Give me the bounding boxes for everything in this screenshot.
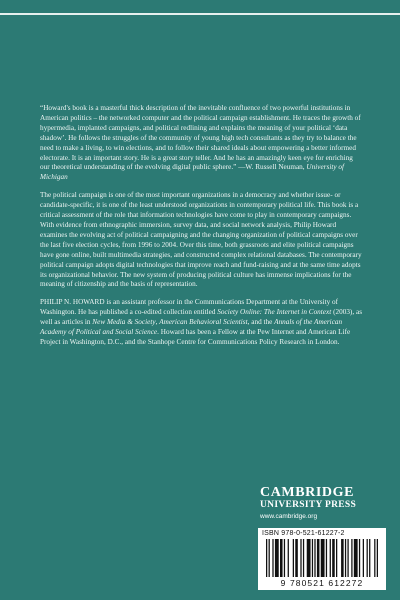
bio-text-5: . Howard has been a Fellow at the Pew Internet and American Life Project in Washington, D.C., and the Stanhope Centre for Communications Policy Research in London.	[40, 328, 351, 346]
barcode-bar	[272, 539, 273, 577]
barcode-bar	[312, 539, 313, 577]
author-bio	[40, 298, 362, 348]
barcode-bar	[269, 539, 270, 577]
isbn-label: ISBN 978-0-521-61227-2	[262, 530, 345, 537]
barcode-bar	[330, 539, 331, 577]
barcode-bar	[293, 539, 294, 577]
barcode-bar	[377, 539, 378, 577]
back-cover-text	[40, 104, 362, 356]
endorsement-quote	[40, 104, 362, 183]
barcode-bar	[367, 539, 368, 577]
barcode-bar	[303, 539, 304, 577]
barcode-bar	[363, 539, 364, 577]
quote-text: “Howard's book is a masterful thick description of the inevitable confluence of two powerful institutions in American politics – the networked computer and the political campaign establishment. He traces the growth of hypermedia, implanted campaigns, and political redlining and explains the meaning of your political ‘data shadow’. He follows the struggles of the community of young high tech consultants as they try to balance the need to make a living, to win elections, and to follow their shared ideals about empowering a better informed electorate. It is an important story. He is a great story teller. And he has an amazingly keen eye for enriching our theoretical understanding of the evolving digital public sphere.”	[40, 104, 361, 172]
barcode-bar	[374, 539, 375, 577]
barcode-bar	[332, 539, 335, 577]
barcode-bar	[284, 539, 285, 577]
bio-journal-1: New Media & Society	[92, 318, 156, 327]
barcode-bar	[359, 539, 360, 577]
barcode-bar	[347, 539, 348, 577]
barcode-bar	[326, 539, 327, 577]
barcode-bar	[295, 539, 298, 577]
publisher-subname: UNIVERSITY PRESS	[260, 500, 357, 510]
quote-affiliation: University of Michigan	[40, 163, 345, 182]
barcode-digits: 9 780521 612272	[280, 578, 364, 588]
barcode-bar	[307, 539, 311, 577]
bio-text-2: (2003), as well as articles in	[40, 308, 363, 327]
top-rule	[0, 13, 400, 15]
isbn-barcode	[258, 528, 386, 590]
bio-journal-2: American Behavioral Scientist	[159, 318, 248, 327]
barcode-bar	[345, 539, 346, 577]
barcode-bar	[300, 539, 301, 577]
barcode-bar	[317, 539, 320, 577]
barcode-bar	[341, 539, 344, 577]
bio-journal-3: Annals of the American Academy of Political and Social Science	[40, 318, 343, 337]
quote-attribution: —W. Russell Neuman,	[236, 163, 307, 172]
barcode-bar	[266, 539, 267, 577]
publisher-url: www.cambridge.org	[260, 513, 318, 520]
barcode-bar	[275, 539, 279, 577]
barcode-icon	[266, 539, 378, 577]
book-description: The political campaign is one of the most important organizations in a democracy and whether issue- or candidate-specific, it is one of the least understood organizations in contemporary political life. This book is a critical assessment of the role that information technologies have come to play in contemporary campaigns. With evidence from ethnographic immersion, survey data, and social network analysis, Philip Howard examines the evolving act of political campaigning and the changing organization of political campaigns over the last five election cycles, from 1996 to 2004. Over this time, both grassroots and elite political campaigns have gone online, built multimedia strategies, and constructed complex relational databases. The contemporary political campaign adopts digital technologies that improve reach and fund-raising and at the same time adopts its organizational behavior. The new system of producing political culture has immense implications for the meaning of citizenship and the basis of representation.	[40, 191, 362, 289]
bio-book-title: Society Online: The Internet in Context	[217, 308, 332, 317]
barcode-bar	[280, 539, 283, 577]
barcode-bar	[354, 539, 358, 577]
publisher-logo	[260, 485, 390, 520]
bio-text-4: , and the	[247, 318, 275, 327]
barcode-bar	[321, 539, 325, 577]
barcode-bar	[288, 539, 289, 577]
bio-text-3: ,	[155, 318, 160, 327]
barcode-bar	[351, 539, 352, 577]
barcode-bar	[314, 539, 315, 577]
publisher-name: CAMBRIDGE	[260, 485, 355, 500]
bio-text-1: PHILIP N. HOWARD is an assistant professor in the Communications Department at the University of Washington. He has published a co-edited collection entitled	[40, 298, 339, 317]
barcode-bar	[336, 539, 337, 577]
barcode-bar	[369, 539, 370, 577]
